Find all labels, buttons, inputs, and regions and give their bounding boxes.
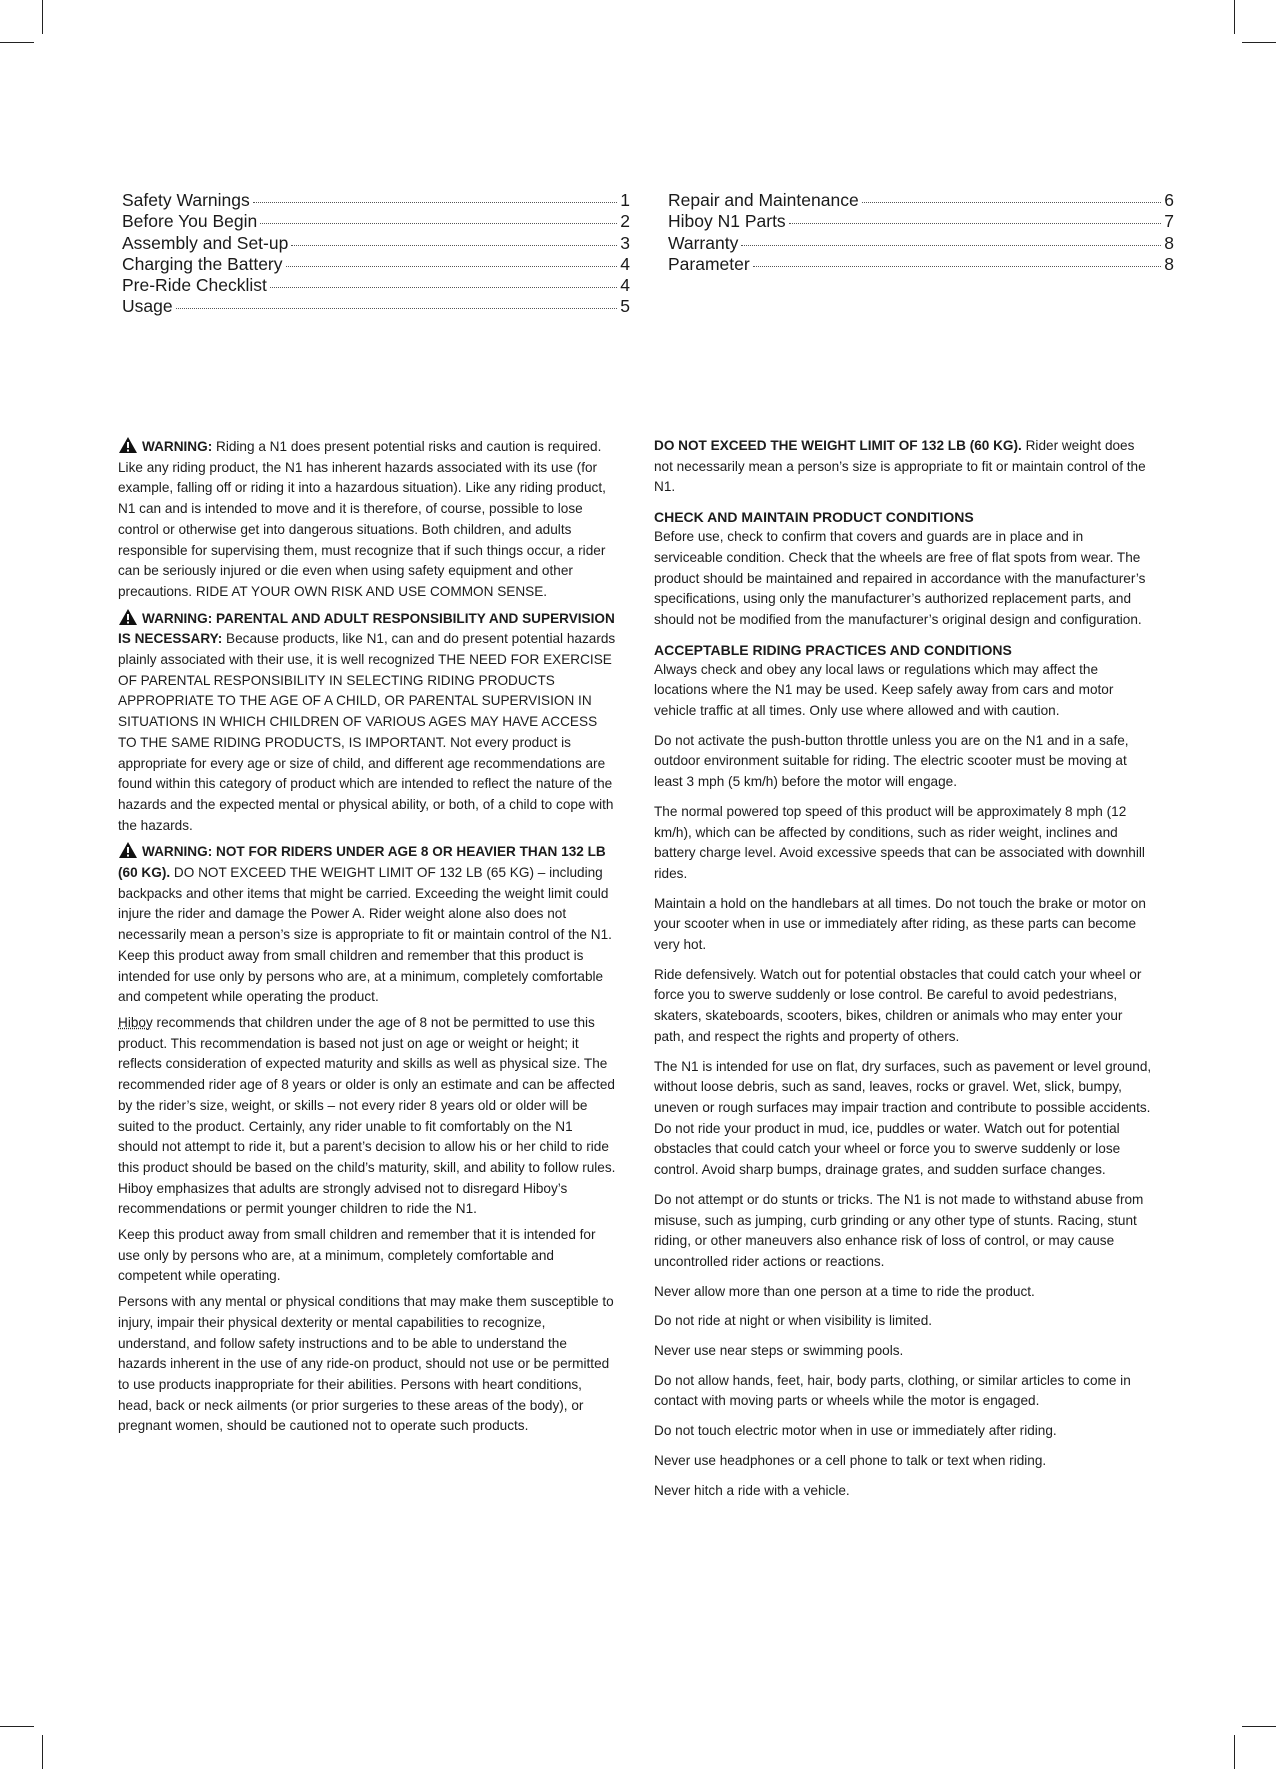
paragraph: Before use, check to confirm that covers and guards are in place and in serviceable condition. Check that the wheels are free of flat spots from wear. The product should be maintained and repaired in accordance with the manufacturer’s specifications, using only the manufacturer’s authorized replacement parts, and should not be modified from the manufacturer’s original design and configuration. bbox=[654, 529, 1146, 627]
toc-title: Pre-Ride Checklist bbox=[122, 275, 267, 296]
toc-page-number: 4 bbox=[620, 275, 630, 296]
toc-leader bbox=[260, 223, 617, 224]
paragraph: Maintain a hold on the handlebars at all times. Do not touch the brake or motor on your scooter when in use or immediately after riding, as these parts can become very hot. bbox=[654, 895, 1146, 953]
left-column bbox=[118, 436, 616, 1442]
crop-mark bbox=[0, 1726, 34, 1727]
crop-mark bbox=[42, 1735, 43, 1769]
paragraph-text: recommends that children under the age of 8 not be permitted to use this product. This recommendation is based not just on age or weight or height; it reflects consideration of expected maturity and skills as well as physical size. The recommended rider age of 8 years or older is only an estimate and can be affected by the rider’s size, weight, or skills – not every rider 8 years old or older will be suited to the product. Certainly, any rider unable to fit comfortably on the N1 should not attempt to ride it, but a parent’s decision to allow his or her child to ride this product should be based on the child’s maturity, skill, and ability to follow rules. Hiboy emphasizes that adults are strongly advised not to disregard Hiboy’s recommendations or permit younger children to ride the N1. bbox=[118, 1014, 616, 1217]
toc-title: Repair and Maintenance bbox=[668, 190, 859, 210]
toc-entry bbox=[122, 296, 630, 317]
warning-label: WARNING: PARENTAL AND ADULT RESPONSIBILITY AND SUPERVISION IS NECESSARY: bbox=[118, 610, 615, 647]
toc-page-number: 2 bbox=[620, 211, 630, 232]
weight-limit bbox=[654, 436, 1154, 498]
toc-page-number: 5 bbox=[620, 296, 630, 317]
paragraph: Never hitch a ride with a vehicle. bbox=[654, 1482, 850, 1498]
brand-name: Hiboy bbox=[118, 1014, 153, 1030]
warning-text: DO NOT EXCEED THE WEIGHT LIMIT OF 132 LB (65 KG) – including backpacks and other items that might be carried. Exceeding the weight limit could injure the rider and damage the Power A. Rider weight alone also does not necessarily mean a person’s size is appropriate to fit or maintain control of the N1. Keep this product away from small children and remember that this product is intended for use only by persons who are, at a minimum, completely comfortable and competent while operating the product. bbox=[118, 865, 612, 1005]
section-heading: ACCEPTABLE RIDING PRACTICES AND CONDITIONS bbox=[654, 641, 1012, 658]
paragraph: Persons with any mental or physical conditions that may make them susceptible to injury, impair their physical dexterity or mental capabilities to recognize, understand, and follow safety instructions and to be able to understand the hazards inherent in the use of any ride-on product, should not use or be permitted to use products inappropriate for their abilities. Persons with heart conditions, head, back or neck ailments (or prior surgeries to these areas of the body), or pregnant women, should be cautioned not to operate such products. bbox=[118, 1294, 614, 1434]
warning-triangle-icon bbox=[118, 436, 138, 454]
toc-page-number: 3 bbox=[620, 232, 630, 253]
crop-mark bbox=[1234, 1735, 1235, 1769]
toc-page-number: 8 bbox=[1164, 253, 1174, 274]
toc-leader bbox=[176, 308, 618, 309]
toc-page-number: 6 bbox=[1164, 190, 1174, 210]
toc-entry bbox=[668, 211, 1174, 232]
toc-entry bbox=[122, 211, 630, 232]
toc-leader bbox=[253, 202, 618, 203]
paragraph: Never use near steps or swimming pools. bbox=[654, 1343, 904, 1359]
toc-entry bbox=[668, 190, 1174, 211]
paragraph: Keep this product away from small children and remember that it is intended for use only by persons who are, at a minimum, completely comfortable and competent while operating. bbox=[118, 1227, 596, 1284]
toc-title: Charging the Battery bbox=[122, 253, 283, 274]
right-column bbox=[654, 436, 1154, 1510]
toc-title: Safety Warnings bbox=[122, 190, 250, 210]
paragraph: Always check and obey any local laws or regulations which may affect the locations where the N1 may be used. Keep safely away from cars and motor vehicle traffic at all times. Only use where allowed and with caution. bbox=[654, 661, 1114, 719]
section-heading: CHECK AND MAINTAIN PRODUCT CONDITIONS bbox=[654, 509, 974, 526]
warning-text: Riding a N1 does present potential risks and caution is required. Like any riding product, the N1 has inherent hazards associated with its use (for example, falling off or riding it into a hazardous situation). Like any riding product, N1 can and is intended to move and it is therefore, of course, possible to lose control or otherwise get into dangerous situations. Both children, and adults responsible for supervising them, must recognize that if such things occur, a rider can be seriously injured or die even when using safety equipment and other precautions. RIDE AT YOUR OWN RISK AND USE COMMON SENSE. bbox=[118, 439, 606, 599]
toc-page-number: 1 bbox=[620, 190, 630, 210]
warning-triangle-icon bbox=[118, 608, 138, 626]
toc-leader bbox=[753, 266, 1162, 267]
toc-page-number: 4 bbox=[620, 253, 630, 274]
toc-entry bbox=[668, 233, 1174, 254]
crop-mark bbox=[0, 42, 34, 43]
toc-right bbox=[668, 190, 1174, 275]
paragraph: Do not attempt or do stunts or tricks. The N1 is not made to withstand abuse from misuse, such as jumping, curb grinding or any other type of stunts. Racing, stunt riding, or other maneuvers also enhance risk of loss of control, or may cause uncontrolled rider actions or reactions. bbox=[654, 1191, 1144, 1269]
crop-mark bbox=[42, 0, 43, 34]
warning-age bbox=[118, 841, 616, 1008]
paragraph: The normal powered top speed of this product will be approximately 8 mph (12 km/h), which can be affected by conditions, such as rider weight, inclines and battery charge level. Avoid excessive speeds that can be associated with downhill rides. bbox=[654, 803, 1145, 881]
toc-left bbox=[122, 190, 630, 318]
paragraph: Never use headphones or a cell phone to talk or text when riding. bbox=[654, 1452, 1047, 1468]
toc-title: Warranty bbox=[668, 232, 739, 253]
toc-page-number: 8 bbox=[1164, 232, 1174, 253]
crop-mark bbox=[1234, 0, 1235, 34]
toc-title: Before You Begin bbox=[122, 211, 258, 232]
warning-text: Because products, like N1, can and do present potential hazards plainly associated with their use, it is well recognized THE NEED FOR EXERCISE OF PARENTAL RESPONSIBILITY IN SELECTING RIDING PRODUCTS APPROPRIATE TO THE AGE OF A CHILD, OR PARENTAL SUPERVISION IN SITUATIONS IN WHICH CHILDREN OF VARIOUS AGES MAY HAVE ACCESS TO THE SAME RIDING PRODUCTS, IS IMPORTANT. Not every product is appropriate for every age or size of child, and different age recommendations are found within this category of product which are intended to reflect the nature of the hazards and the expected mental or physical ability, or both, of a child to cope with the hazards. bbox=[118, 631, 616, 833]
paragraph: Ride defensively. Watch out for potential obstacles that could catch your wheel or force you to swerve suddenly or lose control. Be careful to avoid pedestrians, skaters, skateboards, scooters, bikes, children or animals who may enter your path, and respect the rights and property of others. bbox=[654, 966, 1142, 1044]
toc-entry bbox=[122, 233, 630, 254]
paragraph: Do not allow hands, feet, hair, body parts, clothing, or similar articles to come in contact with moving parts or wheels while the motor is engaged. bbox=[654, 1372, 1131, 1409]
warning-label: WARNING: bbox=[142, 439, 213, 454]
paragraph: Do not activate the push-button throttle unless you are on the N1 and in a safe, outdoor environment suitable for riding. The electric scooter must be moving at least 3 mph (5 km/h) before the motor will engage. bbox=[654, 732, 1129, 790]
toc-leader bbox=[291, 245, 617, 246]
paragraph: Do not ride at night or when visibility is limited. bbox=[654, 1313, 933, 1329]
toc-entry bbox=[122, 254, 630, 275]
crop-mark bbox=[1242, 1726, 1276, 1727]
warning-parental bbox=[118, 608, 616, 837]
weight-limit-label: DO NOT EXCEED THE WEIGHT LIMIT OF 132 LB (60 KG). bbox=[654, 438, 1022, 453]
warning-triangle-icon bbox=[118, 841, 138, 859]
toc-page-number: 7 bbox=[1164, 211, 1174, 232]
toc-entry bbox=[122, 190, 630, 211]
paragraph: Never allow more than one person at a time to ride the product. bbox=[654, 1283, 1035, 1299]
toc-leader bbox=[789, 223, 1162, 224]
paragraph: Do not touch electric motor when in use or immediately after riding. bbox=[654, 1423, 1057, 1439]
age-recommendation bbox=[118, 1013, 616, 1220]
toc-leader bbox=[741, 245, 1161, 246]
toc-leader bbox=[862, 202, 1162, 203]
toc-entry bbox=[122, 275, 630, 296]
toc-title: Hiboy N1 Parts bbox=[668, 211, 786, 232]
warning-label: WARNING: NOT FOR RIDERS UNDER AGE 8 OR HEAVIER THAN 132 LB (60 KG). bbox=[118, 844, 606, 881]
toc-title: Assembly and Set-up bbox=[122, 232, 289, 253]
toc-title: Usage bbox=[122, 296, 173, 317]
crop-mark bbox=[1242, 42, 1276, 43]
toc-leader bbox=[270, 287, 617, 288]
paragraph: The N1 is intended for use on flat, dry surfaces, such as pavement or level ground, without loose debris, such as sand, leaves, rocks or gravel. Wet, slick, bumpy, uneven or rough surfaces may impair traction and contribute to possible accidents. Do not ride your product in mud, ice, puddles or water. Watch out for potential obstacles that could catch your wheel or force you to swerve suddenly or lose control. Avoid sharp bumps, drainage grates, and sudden surface changes. bbox=[654, 1058, 1152, 1178]
toc-title: Parameter bbox=[668, 253, 750, 274]
paragraph-text: Rider weight does not necessarily mean a person’s size is appropriate to fit or maintain control of the N1. bbox=[654, 438, 1146, 495]
warning-general bbox=[118, 436, 616, 603]
toc-entry bbox=[668, 254, 1174, 275]
toc-leader bbox=[286, 266, 618, 267]
